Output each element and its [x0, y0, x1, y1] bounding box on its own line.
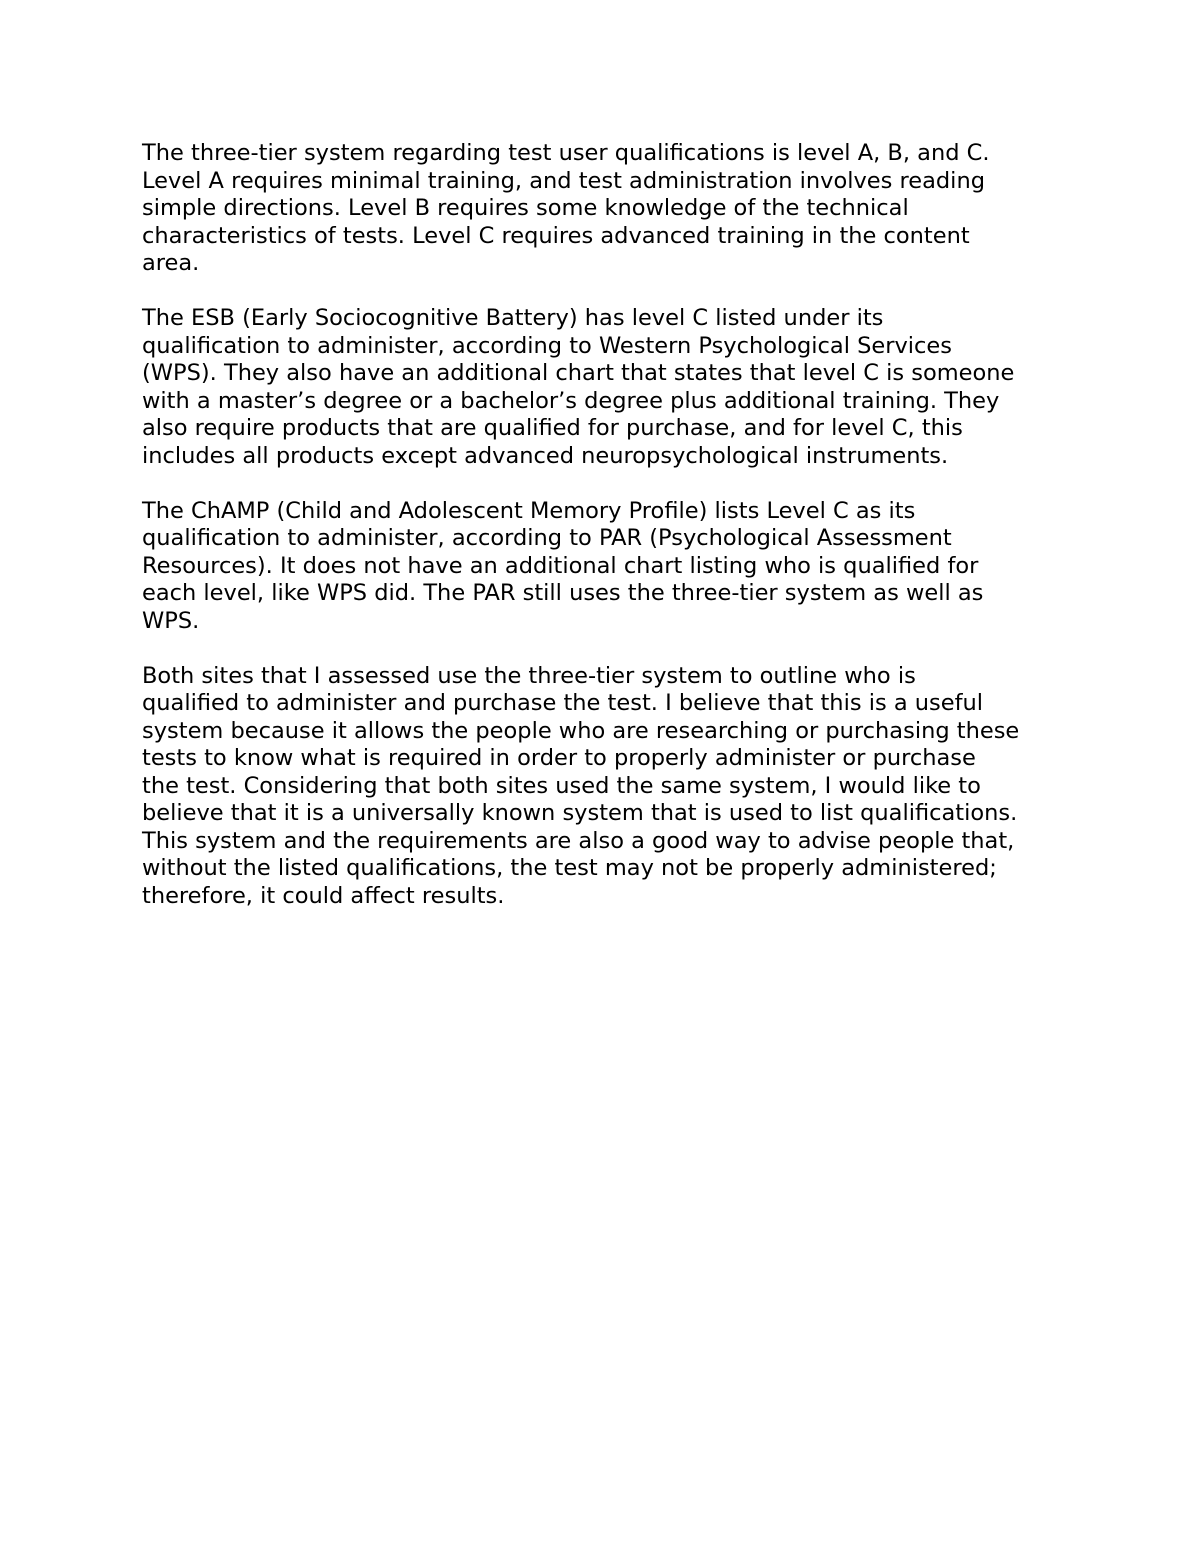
text-line: Level A requires minimal training, and test administration involves reading: [142, 167, 985, 194]
text-line: therefore, it could affect results.: [142, 882, 505, 909]
document-body: [142, 140, 1072, 938]
text-line: The ESB (Early Sociocognitive Battery) has level C listed under its: [142, 305, 884, 331]
paragraph-champ: [142, 498, 1072, 636]
text-line: each level, like WPS did. The PAR still uses the three-tier system as well as: [142, 580, 984, 606]
text-line: qualification to administer, according to PAR (Psychological Assessment: [142, 525, 952, 551]
text-line: This system and the requirements are also a good way to advise people that,: [142, 827, 1015, 854]
text-line: the test. Considering that both sites used the same system, I would like to: [142, 772, 981, 799]
text-line: Both sites that I assessed use the three-tier system to outline who is: [142, 662, 916, 689]
text-line: Resources). It does not have an additional chart listing who is qualified for: [142, 552, 979, 579]
text-line: simple directions. Level B requires some knowledge of the technical: [142, 195, 909, 221]
paragraph-esb: [142, 305, 1072, 470]
text-line: tests to know what is required in order to properly administer or purchase: [142, 745, 976, 771]
text-line: system because it allows the people who are researching or purchasing these: [142, 717, 1020, 744]
text-line: WPS.: [142, 607, 200, 634]
text-line: The three-tier system regarding test user qualifications is level A, B, and C.: [142, 140, 990, 166]
text-line: believe that it is a universally known system that is used to list qualifications.: [142, 800, 1018, 826]
text-line: (WPS). They also have an additional chart that states that level C is someone: [142, 360, 1015, 386]
text-line: qualification to administer, according to Western Psychological Services: [142, 332, 952, 359]
paragraph-conclusion: [142, 663, 1072, 911]
text-line: qualified to administer and purchase the test. I believe that this is a useful: [142, 690, 984, 716]
text-line: also require products that are qualified for purchase, and for level C, this: [142, 415, 963, 441]
paragraph-test-user-levels: [142, 140, 1072, 278]
text-line: with a master’s degree or a bachelor’s degree plus additional training. They: [142, 387, 1000, 414]
text-line: includes all products except advanced neuropsychological instruments.: [142, 442, 949, 469]
text-line: The ChAMP (Child and Adolescent Memory Profile) lists Level C as its: [142, 497, 916, 524]
text-line: area.: [142, 250, 200, 276]
text-line: without the listed qualifications, the test may not be properly administered;: [142, 855, 997, 881]
text-line: characteristics of tests. Level C requires advanced training in the content: [142, 222, 970, 249]
